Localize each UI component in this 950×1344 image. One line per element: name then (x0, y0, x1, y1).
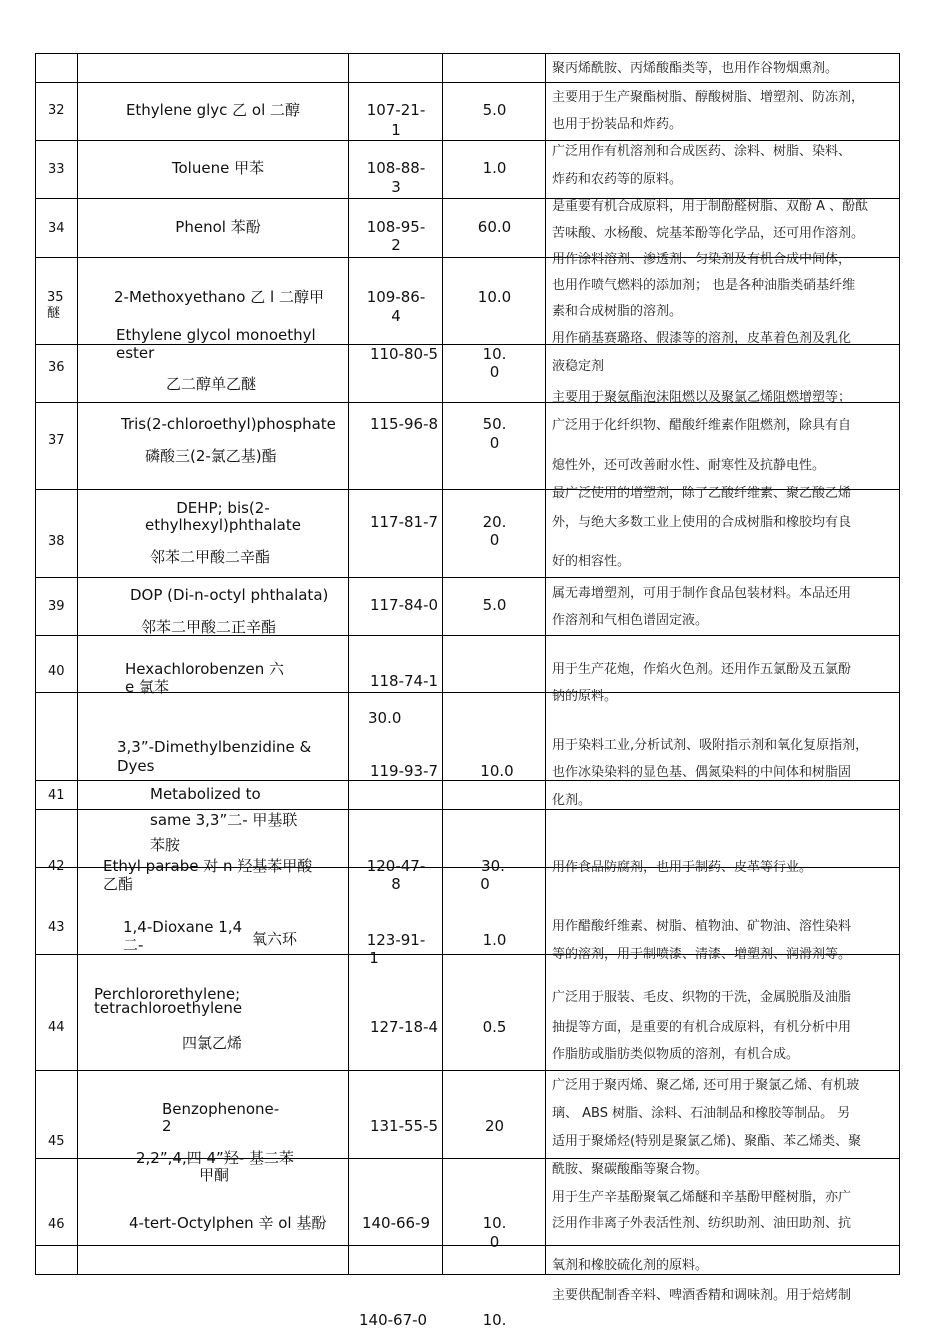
cas-number: 108-95- (366, 218, 426, 236)
chemical-name: 氧六环 (252, 930, 298, 948)
chemical-name: 苯胺 (150, 836, 181, 854)
use-text: 外，与绝大多数工业上使用的合成树脂和橡胶均有良 (552, 515, 852, 530)
chemical-name: 乙二醇单乙醚 (166, 375, 257, 393)
use-text: 抽提等方面，是重要的有机合成原料，有机分析中用 (552, 1020, 852, 1035)
chemical-name: 邻苯二甲酸二正辛酯 (141, 618, 277, 636)
use-text: 广泛用于化纤织物、醋酸纤维素作阻燃剂，除具有自 (552, 418, 852, 433)
table-rule (35, 53, 900, 54)
limit-value: 0 (489, 1233, 500, 1251)
chemical-name: 2-Methoxyethano 乙 l 二醇甲 (114, 288, 324, 306)
cas-number: 117-84-0 (369, 596, 439, 614)
limit-value: 60.0 (477, 218, 512, 236)
cas-number: 110-80-5 (369, 345, 439, 363)
row-number: 39 (48, 599, 65, 614)
limit-value: 10. (482, 345, 507, 363)
chemical-name: 乙酯 (103, 875, 134, 893)
cas-number: 140-67-0 (359, 1311, 428, 1329)
use-text: 用作醋酸纤维素、树脂、植物油、矿物油、溶性染料 (552, 919, 852, 934)
use-text: 适用于聚烯烃(特别是聚氯乙烯)、聚酯、苯乙烯类、聚 (552, 1134, 862, 1149)
use-text: 化剂。 (552, 793, 592, 808)
chemical-name: Ethyl parabe 对 n 羟基苯甲酸 (103, 857, 313, 875)
cas-number: 140-66-9 (361, 1214, 431, 1232)
cas-number: 120-47- (366, 857, 426, 875)
chemical-name: Metabolized to (150, 785, 261, 803)
table-rule (35, 53, 36, 1275)
chemical-name: Phenol 苯酚 (175, 218, 261, 236)
row-number: 46 (48, 1217, 65, 1232)
table-rule (35, 809, 900, 810)
chemical-name: 邻苯二甲酸二辛酯 (150, 548, 271, 566)
chemical-name: DOP (Di-n-octyl phthalata) (130, 586, 329, 604)
cas-number: 123-91- (366, 931, 426, 949)
limit-value: 0 (480, 875, 490, 893)
use-text: 用作食品防腐剂，也用于制药、皮革等行业。 (552, 860, 813, 875)
chemical-name: 四氯乙烯 (182, 1034, 243, 1052)
chemical-name: 甲酮 (199, 1166, 230, 1184)
row-number: 36 (48, 360, 65, 375)
row-number-text: 35 醚 (47, 290, 64, 321)
cas-number: 127-18-4 (369, 1018, 439, 1036)
limit-value: 1.0 (482, 931, 507, 949)
use-text: 用于生产花炮，作焰火色剂。还用作五氯酚及五氯酚 (552, 662, 852, 677)
limit-value: 10. (482, 1311, 507, 1329)
use-text: 聚丙烯酰胺、丙烯酸酯类等，也用作谷物烟熏剂。 (552, 61, 839, 76)
cas-number: 115-96-8 (369, 415, 439, 433)
chemical-name: Ethylene glycol monoethyl (116, 326, 316, 344)
use-text: 主要用于生产聚酯树脂、醇酸树脂、增塑剂、防冻剂， (552, 90, 865, 105)
use-text: 用于染料工业,分析试剂、吸附指示剂和氧化复原指剂， (552, 738, 869, 753)
row-number: 43 (48, 920, 65, 935)
table-rule (545, 53, 546, 1275)
limit-value: 50. (482, 415, 507, 433)
chemical-name: Dyes (117, 757, 155, 775)
row-number: 34 (48, 221, 65, 236)
table-rule (35, 1070, 900, 1071)
use-text: 主要用于聚氨酯泡沫阻燃以及聚氯乙烯阻燃增塑等； (552, 390, 852, 405)
chemical-name: DEHP; bis(2- (176, 499, 270, 517)
use-text: 钠的原料。 (552, 689, 618, 704)
use-text: 广泛用于聚丙烯、聚乙烯, 还可用于聚氯乙烯、有机玻 (552, 1078, 860, 1093)
row-number: 33 (48, 162, 65, 177)
use-text: 炸药和农药等的原料。 (552, 172, 683, 187)
limit-value: 0 (489, 531, 500, 549)
use-text: 最广泛使用的增塑剂，除了乙酸纤维素、聚乙酸乙烯 (552, 486, 852, 501)
chemical-name: Perchlororethylene; (94, 985, 241, 1003)
use-text: 作溶剂和气相色谱固定液。 (552, 613, 709, 628)
cas-number: 117-81-7 (369, 513, 439, 531)
chemical-name: ethylhexyl)phthalate (145, 516, 301, 534)
cas-number: 108-88- (366, 159, 426, 177)
use-text: 作脂肪或脂肪类似物质的溶剂，有机合成。 (552, 1047, 800, 1062)
limit-value: 30.0 (368, 709, 402, 727)
limit-value: 20. (482, 513, 507, 531)
table-rule (348, 53, 349, 1275)
cas-number: 4 (391, 307, 401, 325)
limit-value: 10.0 (480, 762, 514, 780)
limit-value: 5.0 (482, 596, 507, 614)
limit-value: 10.0 (477, 288, 512, 306)
limit-value: 0 (489, 363, 500, 381)
use-text: 广泛用作有机溶剂和合成医药、涂料、树脂、染料、 (552, 144, 852, 159)
use-text: 也用作喷气燃料的添加剂； 也是各种油脂类硝基纤维 (552, 278, 856, 293)
row-number: 42 (48, 859, 65, 874)
use-text: 主要供配制香辛料、啤酒香精和调味剂。用于焙烤制 (552, 1288, 852, 1303)
cas-number: 8 (391, 875, 401, 893)
use-text: 用作硝基赛璐珞、假漆等的溶剂，皮革着色剂及乳化 (552, 331, 852, 346)
limit-value: 20 (484, 1117, 505, 1135)
chemical-name: 2,2”,4,四 4”羟- 基二苯 (136, 1149, 294, 1167)
use-text: 素和合成树脂的溶剂。 (552, 304, 683, 319)
limit-value: 10. (482, 1214, 507, 1232)
chemical-name: ester (116, 344, 155, 362)
chemical-name: 二- (123, 936, 144, 954)
cas-number: 119-93-7 (369, 762, 439, 780)
cas-number: 3 (391, 178, 401, 196)
use-text: 璃、 ABS 树脂、涂料、石油制品和橡胶等制品。 另 (552, 1106, 851, 1121)
row-number: 41 (48, 788, 65, 803)
table-rule (442, 53, 443, 1275)
chemical-name: Toluene 甲苯 (171, 159, 265, 177)
row-number: 45 (48, 1134, 65, 1149)
table-rule (77, 53, 78, 1275)
row-number: 37 (48, 433, 65, 448)
cas-number: 131-55-5 (369, 1117, 439, 1135)
chemical-name: 2 (162, 1117, 172, 1135)
use-text: 液稳定剂 (552, 359, 605, 374)
chemical-name: 1,4-Dioxane 1,4 (123, 918, 243, 936)
use-text: 广泛用于服装、毛皮、织物的干洗，金属脱脂及油脂 (552, 990, 852, 1005)
cas-number: 1 (391, 121, 401, 139)
cas-number: 1 (369, 949, 379, 967)
use-text: 氧剂和橡胶硫化剂的原料。 (552, 1258, 709, 1273)
use-text: 苦味酸、水杨酸、烷基苯酚等化学品，还可用作溶剂。 (552, 226, 865, 241)
use-text: 泛用作非离子外表活性剂、纺织助剂、油田助剂、抗 (552, 1216, 852, 1231)
cas-number: 109-86- (366, 288, 426, 306)
chemical-name: 4-tert-Octylphen 辛 ol 基酚 (129, 1214, 327, 1232)
table-rule (35, 1274, 900, 1275)
chemical-name: tetrachloroethylene (94, 999, 243, 1017)
chemical-name: Hexachlorobenzen 六 (125, 660, 285, 678)
table-rule (35, 577, 900, 578)
use-text: 好的相容性。 (552, 554, 631, 569)
table-rule (899, 53, 900, 1275)
row-number: 32 (48, 103, 65, 118)
limit-value: 0.5 (482, 1018, 507, 1036)
cas-number: 118-74-1 (369, 672, 439, 690)
limit-value: 0 (489, 434, 500, 452)
chemical-name: 磷酸三(2-氯乙基)酯 (145, 447, 277, 465)
row-number (47, 290, 64, 322)
use-text: 属无毒增塑剂，可用于制作食品包装材料。本品还用 (552, 586, 852, 601)
limit-value: 5.0 (482, 101, 507, 119)
use-text: 用于生产辛基酚聚氧乙烯醚和辛基酚甲醛树脂，亦广 (552, 1190, 852, 1205)
cas-number: 2 (391, 236, 401, 254)
row-number: 40 (48, 664, 65, 679)
chemical-name: Tris(2-chloroethyl)phosphate (121, 415, 336, 433)
use-text: 是重要有机合成原料，用于制酚醛树脂、双酚 A 、酚酞 (552, 199, 869, 214)
limit-value: 1.0 (482, 159, 507, 177)
chemical-name: 3,3”-Dimethylbenzidine & (117, 738, 312, 756)
use-text: 酰胺、聚碳酸酯等聚合物。 (552, 1162, 709, 1177)
use-text: 等的溶剂，用于制喷漆、清漆、增塑剂、润滑剂等。 (552, 947, 852, 962)
use-text: 也用于扮装品和炸药。 (552, 117, 683, 132)
cas-number: 107-21- (366, 101, 426, 119)
chemical-name: Benzophenone- (162, 1100, 280, 1118)
use-text: 用作涂料溶剂、渗透剂、匀染剂及有机合成中间体， (552, 252, 852, 267)
row-number: 38 (48, 534, 65, 549)
use-text: 也作冰染染料的显色基、偶氮染料的中间体和树脂固 (552, 765, 852, 780)
chemical-name: Ethylene glyc 乙 ol 二醇 (125, 101, 301, 119)
chemical-name: same 3,3”二- 甲基联 (150, 811, 298, 829)
use-text: 熄性外，还可改善耐水性、耐寒性及抗静电性。 (552, 458, 826, 473)
limit-value: 30. (481, 857, 505, 875)
chemical-name: e 氯苯 (125, 678, 169, 696)
row-number: 44 (48, 1020, 65, 1035)
